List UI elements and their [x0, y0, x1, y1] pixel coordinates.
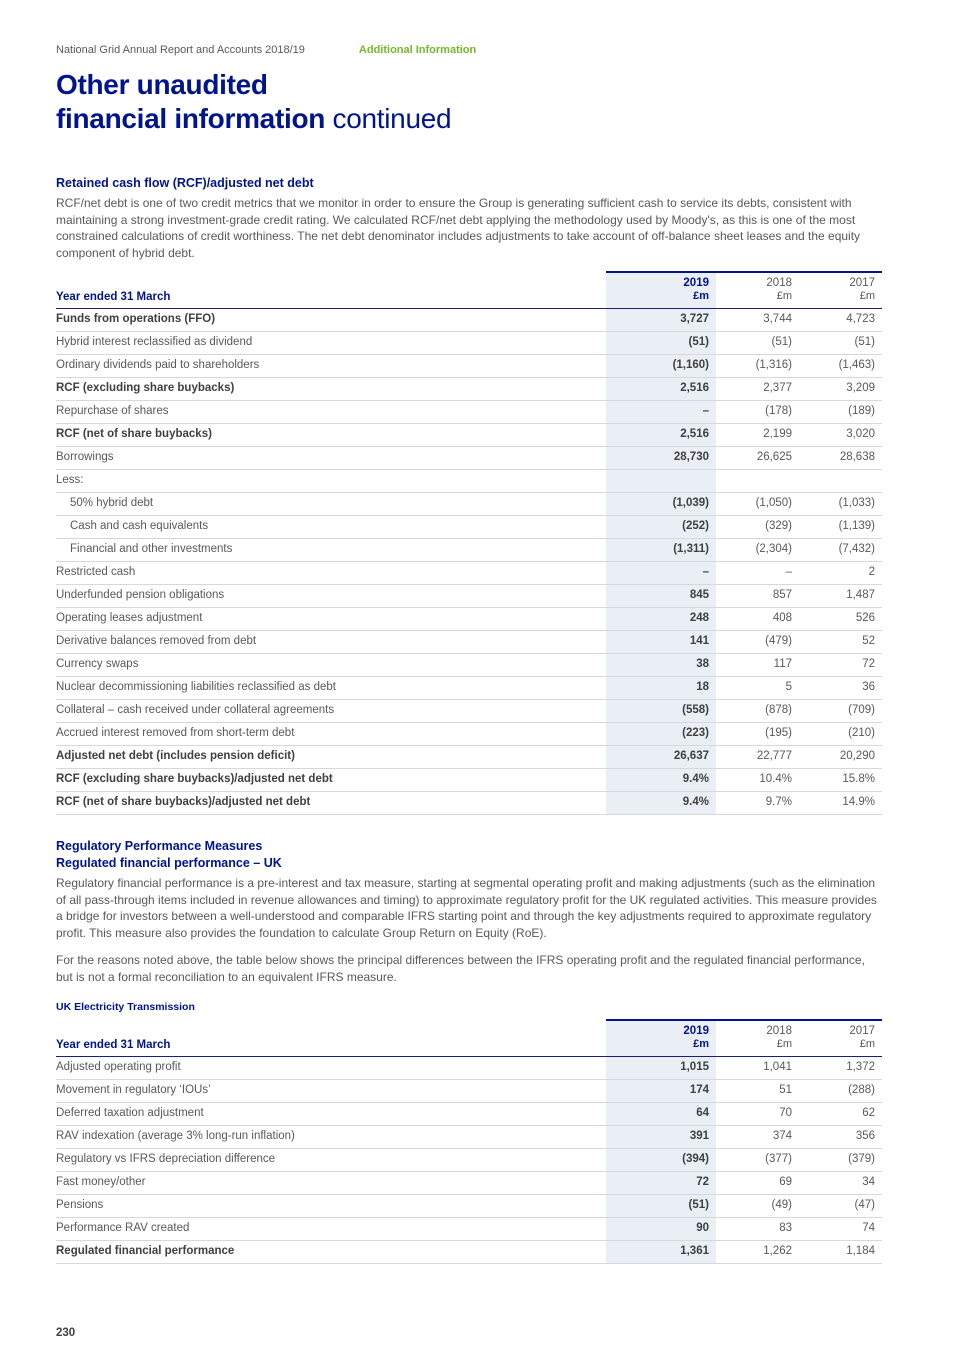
value-cell: 356 — [799, 1126, 882, 1149]
value-cell: (394) — [606, 1149, 716, 1172]
year-label: 2019 — [683, 277, 709, 289]
value-cell — [799, 470, 882, 493]
value-cell: 1,041 — [716, 1057, 799, 1080]
table-row — [56, 746, 882, 769]
row-label: Pensions — [56, 1195, 606, 1218]
table-row — [56, 1057, 882, 1080]
table-row — [56, 401, 882, 424]
unit-label: £m — [693, 1038, 709, 1050]
column-header-2018 — [716, 272, 799, 309]
row-label: Borrowings — [56, 447, 606, 470]
value-cell: (1,139) — [799, 516, 882, 539]
value-cell: (1,039) — [606, 493, 716, 516]
table-row — [56, 493, 882, 516]
regulatory-section-heading: Regulatory Performance Measures — [56, 839, 263, 853]
table-row — [56, 1172, 882, 1195]
value-cell: 5 — [716, 677, 799, 700]
value-cell: 90 — [606, 1218, 716, 1241]
year-label: 2019 — [683, 1025, 709, 1037]
table-row — [56, 792, 882, 815]
value-cell: – — [606, 562, 716, 585]
row-label: Hybrid interest reclassified as dividend — [56, 332, 606, 355]
row-label: Regulated financial performance — [56, 1241, 606, 1264]
page-title — [56, 68, 882, 136]
table-row — [56, 1080, 882, 1103]
value-cell: 2 — [799, 562, 882, 585]
value-cell: (878) — [716, 700, 799, 723]
value-cell: 857 — [716, 585, 799, 608]
value-cell: – — [606, 401, 716, 424]
value-cell: 2,199 — [716, 424, 799, 447]
table-row — [56, 516, 882, 539]
value-cell: 374 — [716, 1126, 799, 1149]
table-row — [56, 608, 882, 631]
value-cell: (189) — [799, 401, 882, 424]
row-label: Regulatory vs IFRS depreciation difference — [56, 1149, 606, 1172]
row-label: RCF (net of share buybacks) — [56, 424, 606, 447]
row-label: Less: — [56, 470, 606, 493]
table-row — [56, 309, 882, 332]
title-line1: Other unaudited — [56, 69, 268, 100]
value-cell: (252) — [606, 516, 716, 539]
running-header — [56, 44, 882, 56]
value-cell: 1,372 — [799, 1057, 882, 1080]
year-label: 2018 — [766, 277, 792, 289]
value-cell: (195) — [716, 723, 799, 746]
row-label: Derivative balances removed from debt — [56, 631, 606, 654]
table-row — [56, 539, 882, 562]
value-cell: (51) — [606, 1195, 716, 1218]
value-cell: (51) — [716, 332, 799, 355]
value-cell: (709) — [799, 700, 882, 723]
rcf-table-body — [56, 309, 882, 815]
value-cell: (47) — [799, 1195, 882, 1218]
table-header-row — [56, 272, 882, 309]
row-label: Movement in regulatory ‘IOUs’ — [56, 1080, 606, 1103]
value-cell: (210) — [799, 723, 882, 746]
value-cell: 117 — [716, 654, 799, 677]
year-label: 2017 — [849, 277, 875, 289]
unit-label: £m — [859, 1038, 875, 1050]
value-cell: (329) — [716, 516, 799, 539]
row-label: RAV indexation (average 3% long-run inflation) — [56, 1126, 606, 1149]
value-cell: 72 — [606, 1172, 716, 1195]
value-cell: (178) — [716, 401, 799, 424]
value-cell: 26,625 — [716, 447, 799, 470]
row-label: Adjusted net debt (includes pension deficit) — [56, 746, 606, 769]
value-cell: 14.9% — [799, 792, 882, 815]
value-cell: 22,777 — [716, 746, 799, 769]
value-cell: 26,637 — [606, 746, 716, 769]
row-label: Deferred taxation adjustment — [56, 1103, 606, 1126]
value-cell: 2,516 — [606, 424, 716, 447]
value-cell: 248 — [606, 608, 716, 631]
value-cell: 52 — [799, 631, 882, 654]
value-cell: 20,290 — [799, 746, 882, 769]
table-row — [56, 677, 882, 700]
value-cell: 174 — [606, 1080, 716, 1103]
value-cell: 62 — [799, 1103, 882, 1126]
row-label: Performance RAV created — [56, 1218, 606, 1241]
value-cell — [716, 470, 799, 493]
page-number: 230 — [56, 1327, 76, 1339]
value-cell: 64 — [606, 1103, 716, 1126]
table-row — [56, 1241, 882, 1264]
unit-label: £m — [776, 1038, 792, 1050]
value-cell: 526 — [799, 608, 882, 631]
table-row — [56, 378, 882, 401]
value-cell: 72 — [799, 654, 882, 677]
column-header-2017 — [799, 272, 882, 309]
value-cell: 1,361 — [606, 1241, 716, 1264]
value-cell: (1,033) — [799, 493, 882, 516]
value-cell: (479) — [716, 631, 799, 654]
row-label: Repurchase of shares — [56, 401, 606, 424]
value-cell: (1,311) — [606, 539, 716, 562]
value-cell: (1,050) — [716, 493, 799, 516]
value-cell: (51) — [606, 332, 716, 355]
row-label: 50% hybrid debt — [56, 493, 606, 516]
value-cell: 2,377 — [716, 378, 799, 401]
table-row — [56, 562, 882, 585]
value-cell: 74 — [799, 1218, 882, 1241]
value-cell: 9.4% — [606, 769, 716, 792]
value-cell: 70 — [716, 1103, 799, 1126]
report-title: National Grid Annual Report and Accounts 2018/19 — [56, 44, 305, 56]
value-cell: (558) — [606, 700, 716, 723]
row-label: Underfunded pension obligations — [56, 585, 606, 608]
table-row — [56, 424, 882, 447]
value-cell: (7,432) — [799, 539, 882, 562]
row-label: RCF (net of share buybacks)/adjusted net debt — [56, 792, 606, 815]
value-cell: (1,463) — [799, 355, 882, 378]
column-header-2017 — [799, 1020, 882, 1057]
row-label: RCF (excluding share buybacks) — [56, 378, 606, 401]
table-row — [56, 1126, 882, 1149]
row-label: Collateral – cash received under collateral agreements — [56, 700, 606, 723]
row-label: Financial and other investments — [56, 539, 606, 562]
value-cell: 3,209 — [799, 378, 882, 401]
value-cell: 18 — [606, 677, 716, 700]
rcf-table — [56, 271, 882, 815]
value-cell: (51) — [799, 332, 882, 355]
table-row — [56, 447, 882, 470]
table-row — [56, 355, 882, 378]
value-cell: (1,316) — [716, 355, 799, 378]
value-cell: 9.7% — [716, 792, 799, 815]
value-cell: 408 — [716, 608, 799, 631]
row-label: Fast money/other — [56, 1172, 606, 1195]
value-cell: 1,487 — [799, 585, 882, 608]
value-cell: (377) — [716, 1149, 799, 1172]
title-continued: continued — [325, 103, 452, 134]
value-cell: 34 — [799, 1172, 882, 1195]
value-cell: (223) — [606, 723, 716, 746]
regulatory-paragraph-2: For the reasons noted above, the table below shows the principal differences between the IFRS operating profit and the regulated financial performance, but is not a formal reconciliation to an equivalent IFRS measure. — [56, 953, 865, 984]
row-label: Adjusted operating profit — [56, 1057, 606, 1080]
table-row — [56, 1195, 882, 1218]
table-row — [56, 631, 882, 654]
table-row — [56, 1149, 882, 1172]
uk-electricity-transmission-table — [56, 1019, 882, 1264]
value-cell: – — [716, 562, 799, 585]
row-label: Accrued interest removed from short-term debt — [56, 723, 606, 746]
column-header-2019 — [606, 272, 716, 309]
year-label: 2018 — [766, 1025, 792, 1037]
value-cell: 15.8% — [799, 769, 882, 792]
unit-label: £m — [693, 290, 709, 302]
value-cell: 28,730 — [606, 447, 716, 470]
value-cell: 28,638 — [799, 447, 882, 470]
value-cell: 3,020 — [799, 424, 882, 447]
value-cell — [606, 470, 716, 493]
value-cell: 38 — [606, 654, 716, 677]
value-cell: (1,160) — [606, 355, 716, 378]
value-cell: 51 — [716, 1080, 799, 1103]
value-cell: 2,516 — [606, 378, 716, 401]
table-row — [56, 332, 882, 355]
table-row — [56, 654, 882, 677]
rcf-section-heading: Retained cash flow (RCF)/adjusted net debt — [56, 176, 314, 190]
row-header-label: Year ended 31 March — [56, 1020, 606, 1057]
uk-et-table-body — [56, 1057, 882, 1264]
row-header-label: Year ended 31 March — [56, 272, 606, 309]
value-cell: (2,304) — [716, 539, 799, 562]
value-cell: 845 — [606, 585, 716, 608]
value-cell: 1,015 — [606, 1057, 716, 1080]
row-label: Nuclear decommissioning liabilities reclassified as debt — [56, 677, 606, 700]
row-label: Cash and cash equivalents — [56, 516, 606, 539]
row-label: Ordinary dividends paid to shareholders — [56, 355, 606, 378]
table-row — [56, 470, 882, 493]
value-cell: (49) — [716, 1195, 799, 1218]
row-label: Operating leases adjustment — [56, 608, 606, 631]
column-header-2019 — [606, 1020, 716, 1057]
value-cell: 1,184 — [799, 1241, 882, 1264]
regulated-performance-subheading: Regulated financial performance – UK — [56, 856, 282, 870]
unit-label: £m — [776, 290, 792, 302]
table-row — [56, 1103, 882, 1126]
unit-label: £m — [859, 290, 875, 302]
section-tag: Additional Information — [358, 44, 477, 56]
table-header-row — [56, 1020, 882, 1057]
table-row — [56, 585, 882, 608]
uk-electricity-transmission-label: UK Electricity Transmission — [56, 1001, 195, 1013]
value-cell: 141 — [606, 631, 716, 654]
value-cell: 1,262 — [716, 1241, 799, 1264]
row-label: Currency swaps — [56, 654, 606, 677]
column-header-2018 — [716, 1020, 799, 1057]
value-cell: 9.4% — [606, 792, 716, 815]
row-label: Funds from operations (FFO) — [56, 309, 606, 332]
year-label: 2017 — [849, 1025, 875, 1037]
value-cell: 4,723 — [799, 309, 882, 332]
table-row — [56, 700, 882, 723]
value-cell: 3,744 — [716, 309, 799, 332]
value-cell: (379) — [799, 1149, 882, 1172]
rcf-body-paragraph: RCF/net debt is one of two credit metrics that we monitor in order to ensure the Group is generating sufficient cash to service its debts, consistent with maintaining a strong investment-grade credit rating. We calculated RCF/net debt applying the methodology used by Moody's, as this is one of the most constrained calculations of credit worthiness. The net debt denominator includes adjustments to take account of off-balance sheet leases and the equity component of hybrid debt. — [56, 196, 861, 260]
table-row — [56, 769, 882, 792]
row-label: Restricted cash — [56, 562, 606, 585]
regulatory-paragraph-1: Regulatory financial performance is a pre-interest and tax measure, starting at segmental operating profit and making adjustments (such as the elimination of all pass-through items included in revenue allowances and timing) to approximate regulatory profit for the UK regulated activities. This measure provides a bridge for investors between a well-understood and comparable IFRS starting point and through the key adjustments required to approximate regulatory profit. This measure also provides the foundation to calculate Group Return on Equity (RoE). — [56, 876, 877, 940]
table-row — [56, 723, 882, 746]
value-cell: 83 — [716, 1218, 799, 1241]
value-cell: 391 — [606, 1126, 716, 1149]
value-cell: (288) — [799, 1080, 882, 1103]
table-row — [56, 1218, 882, 1241]
row-label: RCF (excluding share buybacks)/adjusted net debt — [56, 769, 606, 792]
value-cell: 3,727 — [606, 309, 716, 332]
value-cell: 10.4% — [716, 769, 799, 792]
title-line2-bold: financial information — [56, 103, 326, 134]
value-cell: 69 — [716, 1172, 799, 1195]
value-cell: 36 — [799, 677, 882, 700]
